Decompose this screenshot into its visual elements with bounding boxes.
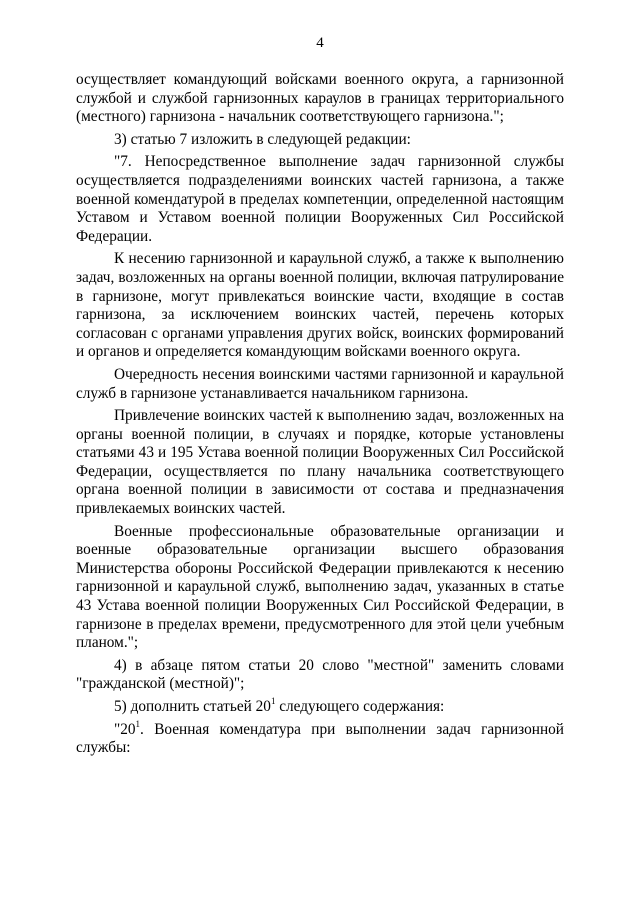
paragraph: К несению гарнизонной и караульной служб, а также к выполнению задач, возложенных на органы военной полиции, включая патрулирование в гарнизоне, могут привлекаться воинские части, входящие в состав гарнизона, за исключением воинских частей, перечень которых согласован с органами управления других войск, воинских формирований и органов и определяется командующим войсками военного округа. [76, 250, 564, 361]
paragraph [76, 695, 564, 717]
paragraph-text: 5) дополнить статьей 20 [114, 698, 271, 715]
document-body [76, 71, 564, 758]
superscript: 1 [135, 718, 141, 729]
paragraph-text: "20 [114, 720, 136, 738]
paragraph: "7. Непосредственное выполнение задач гарнизонной службы осуществляется подразделениями воинских частей гарнизона, а также военной комендатурой в пределах компетенции, определенной настоящим Уставом и Уставом военной полиции Вооруженных Сил Российской Федерации. [76, 153, 564, 245]
paragraph [76, 718, 564, 758]
paragraph: Привлечение воинских частей к выполнению задач, возложенных на органы военной полиции, в случаях и порядке, которые установлены статьями 43 и 195 Устава военной полиции Вооруженных Сил Российской Федерации, осуществляется по плану начальника соответствующего органа военной полиции в зависимости от состава и предназначения привлекаемых воинских частей. [76, 407, 564, 518]
page-number: 4 [316, 35, 324, 51]
paragraph-text: . Военная комендатура при выполнении задач гарнизонной службы: [76, 720, 564, 757]
paragraph: Очередность несения воинскими частями гарнизонной и караульной служб в гарнизоне устанавливается начальником гарнизона. [76, 365, 564, 402]
superscript: 1 [270, 695, 276, 706]
paragraph: 3) статью 7 изложить в следующей редакции: [114, 130, 411, 148]
paragraph-text: следующего содержания: [275, 698, 445, 715]
paragraph: 4) в абзаце пятом статьи 20 слово "местной" заменить словами "гражданской (местной)"; [76, 656, 564, 693]
paragraph: Военные профессиональные образовательные организации и военные образовательные организации высшего образования Министерства обороны Российской Федерации привлекаются к несению гарнизонной и караульной служб, выполнению задач, указанных в статье 43 Устава военной полиции Вооруженных Сил Российской Федерации, в гарнизоне в пределах времени, предусмотренного для этой цели учебным планом."; [76, 522, 564, 652]
paragraph: осуществляет командующий войсками военного округа, а гарнизонной службой и службой гарнизонных караулов в границах территориального (местного) гарнизона - начальник соответствующего гарнизона."; [76, 71, 564, 126]
